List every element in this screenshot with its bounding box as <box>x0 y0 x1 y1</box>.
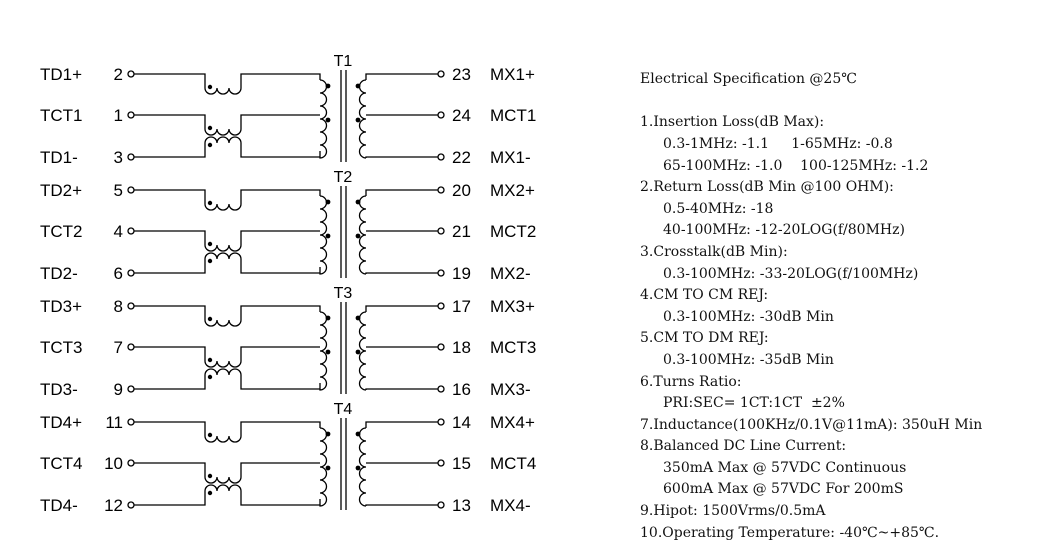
pin-number: 12 <box>104 496 123 515</box>
secondary-wiring <box>356 74 438 158</box>
spec-line: 10.Operating Temperature: -40℃~+85℃. <box>640 524 940 541</box>
spec-line: 0.3-100MHz: -30dB Min <box>663 308 834 325</box>
transformer-label: T2 <box>333 169 353 186</box>
pin-terminal <box>438 71 444 77</box>
pin-name: MX4+ <box>490 413 535 432</box>
pin-terminal <box>438 303 444 309</box>
pin-number: 11 <box>105 413 123 432</box>
pin-terminal <box>128 419 134 425</box>
polarity-dot <box>208 85 212 89</box>
pin-name: TD3- <box>40 380 78 399</box>
pin-name: TD3+ <box>40 297 83 316</box>
pin-number: 23 <box>452 65 471 84</box>
transformer-t1 <box>40 53 536 167</box>
pin-number: 21 <box>452 222 471 241</box>
pin-name: TD4- <box>40 496 78 515</box>
pin-number: 1 <box>113 106 123 125</box>
transformer-t4 <box>40 401 536 515</box>
pin-name: MCT3 <box>490 338 537 357</box>
polarity-dot <box>326 466 331 471</box>
pin-name: TD4+ <box>40 413 83 432</box>
polarity-dot <box>356 234 361 239</box>
pin-terminal <box>128 344 134 350</box>
pin-name: TD2- <box>40 264 78 283</box>
spec-line: 5.CM TO DM REJ: <box>640 330 769 347</box>
spec-line: PRI:SEC= 1CT:1CT ±2% <box>663 395 845 412</box>
polarity-dot <box>208 317 212 321</box>
secondary-coil <box>360 428 367 506</box>
spec-line: 6.Turns Ratio: <box>640 373 742 390</box>
pin-terminal <box>128 502 134 508</box>
spec-line: 40-100MHz: -12-20LOG(f/80MHz) <box>663 222 905 239</box>
spec-line: 4.CM TO CM REJ: <box>640 287 769 304</box>
pin-name: TD1+ <box>40 65 83 84</box>
pin-number: 2 <box>113 65 123 84</box>
pin-name: TD1- <box>40 148 78 167</box>
pin-number: 22 <box>452 148 471 167</box>
polarity-dot <box>356 350 361 355</box>
pin-terminal <box>438 154 444 160</box>
pin-name: MCT1 <box>490 106 537 125</box>
pin-number: 3 <box>113 148 123 167</box>
polarity-dot <box>208 242 212 246</box>
secondary-wiring <box>356 306 438 390</box>
pin-terminal <box>438 228 444 234</box>
spec-line: 8.Balanced DC Line Current: <box>640 438 847 455</box>
pin-name: MCT4 <box>490 454 537 473</box>
spec-line: 9.Hipot: 1500Vrms/0.5mA <box>640 503 826 520</box>
transformer-label: T4 <box>333 401 353 418</box>
pin-name: MX4- <box>490 496 531 515</box>
pin-number: 24 <box>452 106 471 125</box>
pin-terminal <box>438 460 444 466</box>
pin-terminal <box>438 344 444 350</box>
polarity-dot <box>356 432 361 437</box>
spec-line: 0.3-1MHz: -1.1 1-65MHz: -0.8 <box>663 135 893 152</box>
secondary-coil <box>360 312 367 390</box>
spec-line: 7.Inductance(100KHz/0.1V@11mA): 350uH Min <box>640 416 983 433</box>
pin-number: 18 <box>452 338 471 357</box>
transformer-label: T3 <box>333 285 353 302</box>
pin-name: MCT2 <box>490 222 537 241</box>
pin-number: 17 <box>452 297 471 316</box>
pin-terminal <box>128 112 134 118</box>
secondary-coil <box>360 80 367 158</box>
pin-terminal <box>438 112 444 118</box>
pin-name: MX3+ <box>490 297 535 316</box>
pin-name: MX1- <box>490 148 531 167</box>
polarity-dot <box>208 474 212 478</box>
pin-number: 4 <box>113 222 123 241</box>
polarity-dot <box>356 200 361 205</box>
primary-wiring <box>134 74 330 158</box>
spec-line: 1.Insertion Loss(dB Max): <box>640 114 825 131</box>
pin-terminal <box>438 502 444 508</box>
pin-terminal <box>438 270 444 276</box>
spec-title: Electrical Specification @25℃ <box>640 71 857 88</box>
transformer-t3 <box>40 285 536 399</box>
pin-name: TD2+ <box>40 181 83 200</box>
polarity-dot <box>356 316 361 321</box>
primary-coil <box>320 80 327 158</box>
pin-number: 5 <box>113 181 123 200</box>
primary-wiring <box>134 422 330 506</box>
primary-wiring <box>134 306 330 390</box>
polarity-dot <box>208 201 212 205</box>
spec-line: 65-100MHz: -1.0 100-125MHz: -1.2 <box>663 157 929 174</box>
spec-line: 600mA Max @ 57VDC For 200mS <box>663 481 904 498</box>
spec-line: 3.Crosstalk(dB Min): <box>640 243 788 260</box>
pin-number: 8 <box>113 297 123 316</box>
spec-line: 0.5-40MHz: -18 <box>663 200 774 217</box>
polarity-dot <box>326 84 331 89</box>
pin-terminal <box>128 228 134 234</box>
polarity-dot <box>356 84 361 89</box>
polarity-dot <box>326 316 331 321</box>
spec-line: 0.3-100MHz: -35dB Min <box>663 351 834 368</box>
polarity-dot <box>208 358 212 362</box>
pin-name: TCT2 <box>40 222 83 241</box>
polarity-dot <box>356 466 361 471</box>
pin-terminal <box>128 154 134 160</box>
pin-terminal <box>438 419 444 425</box>
pin-terminal <box>128 270 134 276</box>
pin-number: 7 <box>113 338 123 357</box>
transformer-label: T1 <box>333 53 353 70</box>
pin-number: 15 <box>452 454 471 473</box>
pin-terminal <box>438 386 444 392</box>
spec-line: 350mA Max @ 57VDC Continuous <box>663 459 907 476</box>
pin-terminal <box>128 187 134 193</box>
pin-number: 14 <box>452 413 471 432</box>
pin-name: MX2- <box>490 264 531 283</box>
pin-number: 20 <box>452 181 471 200</box>
primary-coil <box>320 312 327 390</box>
polarity-dot <box>326 234 331 239</box>
pin-number: 13 <box>452 496 471 515</box>
pin-name: MX1+ <box>490 65 535 84</box>
pin-name: TCT1 <box>40 106 83 125</box>
polarity-dot <box>208 375 212 379</box>
pin-name: MX3- <box>490 380 531 399</box>
pin-number: 16 <box>452 380 471 399</box>
polarity-dot <box>326 118 331 123</box>
polarity-dot <box>326 432 331 437</box>
primary-coil <box>320 428 327 506</box>
pin-number: 19 <box>452 264 471 283</box>
polarity-dot <box>326 350 331 355</box>
pin-number: 6 <box>113 264 123 283</box>
pin-name: MX2+ <box>490 181 535 200</box>
primary-coil <box>320 196 327 274</box>
transformer-t2 <box>40 169 536 283</box>
spec-line: 2.Return Loss(dB Min @100 OHM): <box>640 179 894 196</box>
pin-terminal <box>128 386 134 392</box>
pin-terminal <box>128 460 134 466</box>
polarity-dot <box>208 143 212 147</box>
secondary-coil <box>360 196 367 274</box>
spec-line: 0.3-100MHz: -33-20LOG(f/100MHz) <box>663 265 919 282</box>
pin-name: TCT3 <box>40 338 83 357</box>
pin-terminal <box>128 71 134 77</box>
pin-name: TCT4 <box>40 454 83 473</box>
secondary-wiring <box>356 422 438 506</box>
secondary-wiring <box>356 190 438 274</box>
polarity-dot <box>208 259 212 263</box>
polarity-dot <box>356 118 361 123</box>
electrical-specification <box>640 26 1055 544</box>
polarity-dot <box>326 200 331 205</box>
polarity-dot <box>208 491 212 495</box>
pin-terminal <box>438 187 444 193</box>
pin-number: 10 <box>104 454 123 473</box>
primary-wiring <box>134 190 330 274</box>
pin-number: 9 <box>113 380 123 399</box>
pin-terminal <box>128 303 134 309</box>
polarity-dot <box>208 433 212 437</box>
polarity-dot <box>208 126 212 130</box>
